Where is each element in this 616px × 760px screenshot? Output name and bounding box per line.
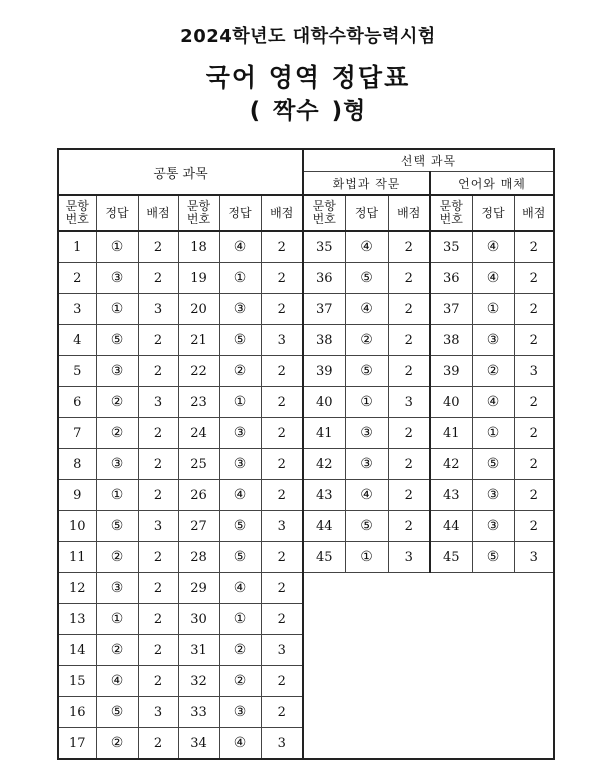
common-left-question-number: 12 bbox=[58, 573, 96, 604]
table-row bbox=[58, 325, 554, 356]
common-right-answer-mark: ② bbox=[219, 666, 261, 697]
type-name: 짝수 bbox=[273, 98, 320, 124]
common-left-answer-mark: ② bbox=[96, 542, 138, 573]
common-right-score-cell: 3 bbox=[261, 511, 303, 542]
language-media-header: 언어와 매체 bbox=[430, 172, 554, 196]
common-left-question-number: 7 bbox=[58, 418, 96, 449]
empty-area bbox=[303, 666, 554, 697]
language-media-question-number: 35 bbox=[430, 231, 472, 263]
common-right-answer-mark: ③ bbox=[219, 418, 261, 449]
exam-year-title: 2024학년도 대학수학능력시험 bbox=[180, 26, 436, 47]
common-right-answer-mark: ④ bbox=[219, 231, 261, 263]
common-left-question-number: 9 bbox=[58, 480, 96, 511]
speech-writing-score-cell: 2 bbox=[388, 511, 430, 542]
common-left-score-cell: 3 bbox=[138, 697, 178, 728]
language-media-score-cell: 3 bbox=[514, 542, 554, 573]
common-right-question-number: 18 bbox=[178, 231, 219, 263]
common-right-answer-mark: ⑤ bbox=[219, 542, 261, 573]
speech-writing-question-number: 42 bbox=[303, 449, 345, 480]
language-media-answer-mark: ④ bbox=[472, 263, 514, 294]
speech-writing-col-answer-header: 정답 bbox=[345, 195, 388, 231]
language-media-question-number: 42 bbox=[430, 449, 472, 480]
common-left-answer-mark: ③ bbox=[96, 573, 138, 604]
common-right-question-number: 24 bbox=[178, 418, 219, 449]
common-right-score-cell: 3 bbox=[261, 728, 303, 760]
speech-writing-question-number: 43 bbox=[303, 480, 345, 511]
common-right-answer-mark: ② bbox=[219, 635, 261, 666]
common-right-answer-mark: ① bbox=[219, 263, 261, 294]
common-right-question-number: 21 bbox=[178, 325, 219, 356]
speech-writing-score-cell: 2 bbox=[388, 480, 430, 511]
exam-type-label bbox=[0, 92, 616, 125]
language-media-answer-mark: ③ bbox=[472, 480, 514, 511]
common-left-answer-mark: ② bbox=[96, 418, 138, 449]
common-left-question-number: 8 bbox=[58, 449, 96, 480]
common-right-score-cell: 2 bbox=[261, 418, 303, 449]
common-right-score-cell: 2 bbox=[261, 294, 303, 325]
speech-writing-score-cell: 2 bbox=[388, 294, 430, 325]
common-right-question-number: 22 bbox=[178, 356, 219, 387]
language-media-question-number: 41 bbox=[430, 418, 472, 449]
common-left-answer-mark: ③ bbox=[96, 263, 138, 294]
language-media-question-number: 45 bbox=[430, 542, 472, 573]
table-row bbox=[58, 294, 554, 325]
common-right-score-cell: 2 bbox=[261, 604, 303, 635]
common-left-question-number: 17 bbox=[58, 728, 96, 760]
common-right-score-cell: 3 bbox=[261, 325, 303, 356]
speech-writing-score-cell: 2 bbox=[388, 418, 430, 449]
common-right-score-cell: 2 bbox=[261, 666, 303, 697]
common-right-score-cell: 2 bbox=[261, 449, 303, 480]
common-right-score-cell: 2 bbox=[261, 263, 303, 294]
common-right-score-cell: 2 bbox=[261, 231, 303, 263]
common-right-answer-mark: ④ bbox=[219, 480, 261, 511]
language-media-question-number: 44 bbox=[430, 511, 472, 542]
common-left-question-number: 4 bbox=[58, 325, 96, 356]
common-left-answer-mark: ② bbox=[96, 728, 138, 760]
common-left-answer-mark: ⑤ bbox=[96, 511, 138, 542]
common-right-score-cell: 2 bbox=[261, 387, 303, 418]
speech-writing-answer-mark: ① bbox=[345, 387, 388, 418]
common-right-answer-mark: ① bbox=[219, 604, 261, 635]
speech-writing-question-number: 36 bbox=[303, 263, 345, 294]
common-left-score-cell: 2 bbox=[138, 418, 178, 449]
common-left-score-cell: 2 bbox=[138, 573, 178, 604]
common-right-question-number: 28 bbox=[178, 542, 219, 573]
language-media-col-score-header: 배점 bbox=[514, 195, 554, 231]
common-right-question-number: 34 bbox=[178, 728, 219, 760]
language-media-col-number-header: 문항 번호 bbox=[430, 195, 472, 231]
common-left-answer-mark: ③ bbox=[96, 356, 138, 387]
common-left-question-number: 11 bbox=[58, 542, 96, 573]
common-right-question-number: 19 bbox=[178, 263, 219, 294]
language-media-question-number: 37 bbox=[430, 294, 472, 325]
table-row bbox=[58, 263, 554, 294]
speech-writing-score-cell: 2 bbox=[388, 263, 430, 294]
language-media-score-cell: 2 bbox=[514, 325, 554, 356]
common-right-col-number-header: 문항 번호 bbox=[178, 195, 219, 231]
speech-writing-question-number: 45 bbox=[303, 542, 345, 573]
language-media-answer-mark: ① bbox=[472, 418, 514, 449]
language-media-answer-mark: ④ bbox=[472, 387, 514, 418]
common-left-score-cell: 2 bbox=[138, 604, 178, 635]
common-right-answer-mark: ⑤ bbox=[219, 511, 261, 542]
common-right-question-number: 33 bbox=[178, 697, 219, 728]
common-left-answer-mark: ⑤ bbox=[96, 697, 138, 728]
language-media-question-number: 40 bbox=[430, 387, 472, 418]
language-media-answer-mark: ③ bbox=[472, 511, 514, 542]
common-right-question-number: 29 bbox=[178, 573, 219, 604]
speech-writing-answer-mark: ⑤ bbox=[345, 263, 388, 294]
common-right-col-score-header: 배점 bbox=[261, 195, 303, 231]
speech-writing-question-number: 39 bbox=[303, 356, 345, 387]
table-row bbox=[58, 449, 554, 480]
common-left-question-number: 14 bbox=[58, 635, 96, 666]
common-left-question-number: 3 bbox=[58, 294, 96, 325]
common-left-question-number: 1 bbox=[58, 231, 96, 263]
speech-writing-question-number: 38 bbox=[303, 325, 345, 356]
table-row bbox=[58, 728, 554, 760]
common-right-answer-mark: ⑤ bbox=[219, 325, 261, 356]
common-left-answer-mark: ① bbox=[96, 604, 138, 635]
table-row bbox=[58, 480, 554, 511]
speech-writing-answer-mark: ⑤ bbox=[345, 511, 388, 542]
speech-writing-question-number: 40 bbox=[303, 387, 345, 418]
speech-writing-question-number: 44 bbox=[303, 511, 345, 542]
empty-area bbox=[303, 697, 554, 728]
common-left-col-number-header: 문항 번호 bbox=[58, 195, 96, 231]
common-left-score-cell: 2 bbox=[138, 728, 178, 760]
language-media-question-number: 36 bbox=[430, 263, 472, 294]
speech-writing-score-cell: 3 bbox=[388, 542, 430, 573]
language-media-answer-mark: ⑤ bbox=[472, 449, 514, 480]
language-media-score-cell: 2 bbox=[514, 294, 554, 325]
elective-subject-header: 선택 과목 bbox=[303, 149, 554, 172]
speech-writing-col-score-header: 배점 bbox=[388, 195, 430, 231]
common-left-score-cell: 2 bbox=[138, 635, 178, 666]
table-row bbox=[58, 511, 554, 542]
empty-area bbox=[303, 604, 554, 635]
language-media-answer-mark: ① bbox=[472, 294, 514, 325]
table-row bbox=[58, 697, 554, 728]
language-media-answer-mark: ③ bbox=[472, 325, 514, 356]
common-left-answer-mark: ② bbox=[96, 387, 138, 418]
empty-area bbox=[303, 573, 554, 604]
common-left-score-cell: 3 bbox=[138, 511, 178, 542]
language-media-score-cell: 2 bbox=[514, 449, 554, 480]
common-right-question-number: 30 bbox=[178, 604, 219, 635]
table-row bbox=[58, 418, 554, 449]
language-media-answer-mark: ④ bbox=[472, 231, 514, 263]
language-media-score-cell: 2 bbox=[514, 263, 554, 294]
table-row bbox=[58, 231, 554, 263]
common-left-question-number: 6 bbox=[58, 387, 96, 418]
common-right-col-answer-header: 정답 bbox=[219, 195, 261, 231]
language-media-score-cell: 2 bbox=[514, 511, 554, 542]
answer-sheet-title: 국어 영역 정답표 bbox=[205, 63, 411, 92]
common-left-question-number: 13 bbox=[58, 604, 96, 635]
table-row bbox=[58, 356, 554, 387]
common-right-answer-mark: ③ bbox=[219, 294, 261, 325]
language-media-answer-mark: ⑤ bbox=[472, 542, 514, 573]
common-right-answer-mark: ③ bbox=[219, 449, 261, 480]
common-left-score-cell: 2 bbox=[138, 449, 178, 480]
empty-area bbox=[303, 635, 554, 666]
answer-table bbox=[57, 148, 555, 760]
language-media-score-cell: 2 bbox=[514, 387, 554, 418]
language-media-score-cell: 3 bbox=[514, 356, 554, 387]
common-right-answer-mark: ④ bbox=[219, 728, 261, 760]
speech-writing-score-cell: 3 bbox=[388, 387, 430, 418]
common-right-question-number: 32 bbox=[178, 666, 219, 697]
speech-writing-score-cell: 2 bbox=[388, 449, 430, 480]
common-right-answer-mark: ① bbox=[219, 387, 261, 418]
speech-writing-question-number: 37 bbox=[303, 294, 345, 325]
language-media-question-number: 39 bbox=[430, 356, 472, 387]
type-open-paren: ( bbox=[249, 98, 262, 124]
common-left-score-cell: 3 bbox=[138, 387, 178, 418]
common-right-score-cell: 2 bbox=[261, 480, 303, 511]
common-left-score-cell: 2 bbox=[138, 666, 178, 697]
speech-writing-answer-mark: ④ bbox=[345, 294, 388, 325]
table-row bbox=[58, 387, 554, 418]
language-media-answer-mark: ② bbox=[472, 356, 514, 387]
language-media-col-answer-header: 정답 bbox=[472, 195, 514, 231]
speech-writing-answer-mark: ① bbox=[345, 542, 388, 573]
speech-writing-score-cell: 2 bbox=[388, 325, 430, 356]
common-left-answer-mark: ① bbox=[96, 294, 138, 325]
common-right-score-cell: 2 bbox=[261, 697, 303, 728]
speech-writing-answer-mark: ③ bbox=[345, 418, 388, 449]
common-left-answer-mark: ① bbox=[96, 231, 138, 263]
common-left-answer-mark: ④ bbox=[96, 666, 138, 697]
language-media-question-number: 38 bbox=[430, 325, 472, 356]
common-right-answer-mark: ② bbox=[219, 356, 261, 387]
common-right-question-number: 27 bbox=[178, 511, 219, 542]
common-right-score-cell: 3 bbox=[261, 635, 303, 666]
common-right-score-cell: 2 bbox=[261, 542, 303, 573]
common-left-question-number: 2 bbox=[58, 263, 96, 294]
common-left-answer-mark: ② bbox=[96, 635, 138, 666]
table-row bbox=[58, 542, 554, 573]
common-left-answer-mark: ⑤ bbox=[96, 325, 138, 356]
speech-writing-answer-mark: ⑤ bbox=[345, 356, 388, 387]
table-row bbox=[58, 573, 554, 604]
common-left-score-cell: 2 bbox=[138, 356, 178, 387]
common-left-score-cell: 2 bbox=[138, 263, 178, 294]
common-right-question-number: 20 bbox=[178, 294, 219, 325]
common-right-answer-mark: ④ bbox=[219, 573, 261, 604]
common-left-score-cell: 2 bbox=[138, 325, 178, 356]
speech-writing-answer-mark: ④ bbox=[345, 480, 388, 511]
common-left-col-answer-header: 정답 bbox=[96, 195, 138, 231]
common-right-question-number: 23 bbox=[178, 387, 219, 418]
language-media-score-cell: 2 bbox=[514, 231, 554, 263]
table-row bbox=[58, 604, 554, 635]
common-right-question-number: 26 bbox=[178, 480, 219, 511]
empty-area bbox=[303, 728, 554, 760]
language-media-score-cell: 2 bbox=[514, 418, 554, 449]
common-left-score-cell: 2 bbox=[138, 480, 178, 511]
common-left-question-number: 5 bbox=[58, 356, 96, 387]
language-media-score-cell: 2 bbox=[514, 480, 554, 511]
common-right-score-cell: 2 bbox=[261, 356, 303, 387]
speech-writing-col-number-header: 문항 번호 bbox=[303, 195, 345, 231]
common-right-score-cell: 2 bbox=[261, 573, 303, 604]
common-left-answer-mark: ③ bbox=[96, 449, 138, 480]
common-left-question-number: 10 bbox=[58, 511, 96, 542]
speech-writing-answer-mark: ② bbox=[345, 325, 388, 356]
speech-writing-answer-mark: ④ bbox=[345, 231, 388, 263]
speech-writing-score-cell: 2 bbox=[388, 356, 430, 387]
language-media-question-number: 43 bbox=[430, 480, 472, 511]
common-left-question-number: 15 bbox=[58, 666, 96, 697]
table-row bbox=[58, 666, 554, 697]
common-left-answer-mark: ① bbox=[96, 480, 138, 511]
common-left-score-cell: 2 bbox=[138, 231, 178, 263]
common-left-col-score-header: 배점 bbox=[138, 195, 178, 231]
common-subject-header: 공통 과목 bbox=[58, 149, 303, 195]
common-right-answer-mark: ③ bbox=[219, 697, 261, 728]
speech-writing-question-number: 35 bbox=[303, 231, 345, 263]
common-left-question-number: 16 bbox=[58, 697, 96, 728]
common-right-question-number: 25 bbox=[178, 449, 219, 480]
common-left-score-cell: 3 bbox=[138, 294, 178, 325]
common-right-question-number: 31 bbox=[178, 635, 219, 666]
speech-writing-header: 화법과 작문 bbox=[303, 172, 430, 196]
speech-writing-answer-mark: ③ bbox=[345, 449, 388, 480]
speech-writing-question-number: 41 bbox=[303, 418, 345, 449]
common-left-score-cell: 2 bbox=[138, 542, 178, 573]
type-close-paren: )형 bbox=[331, 98, 367, 124]
table-row bbox=[58, 635, 554, 666]
speech-writing-score-cell: 2 bbox=[388, 231, 430, 263]
